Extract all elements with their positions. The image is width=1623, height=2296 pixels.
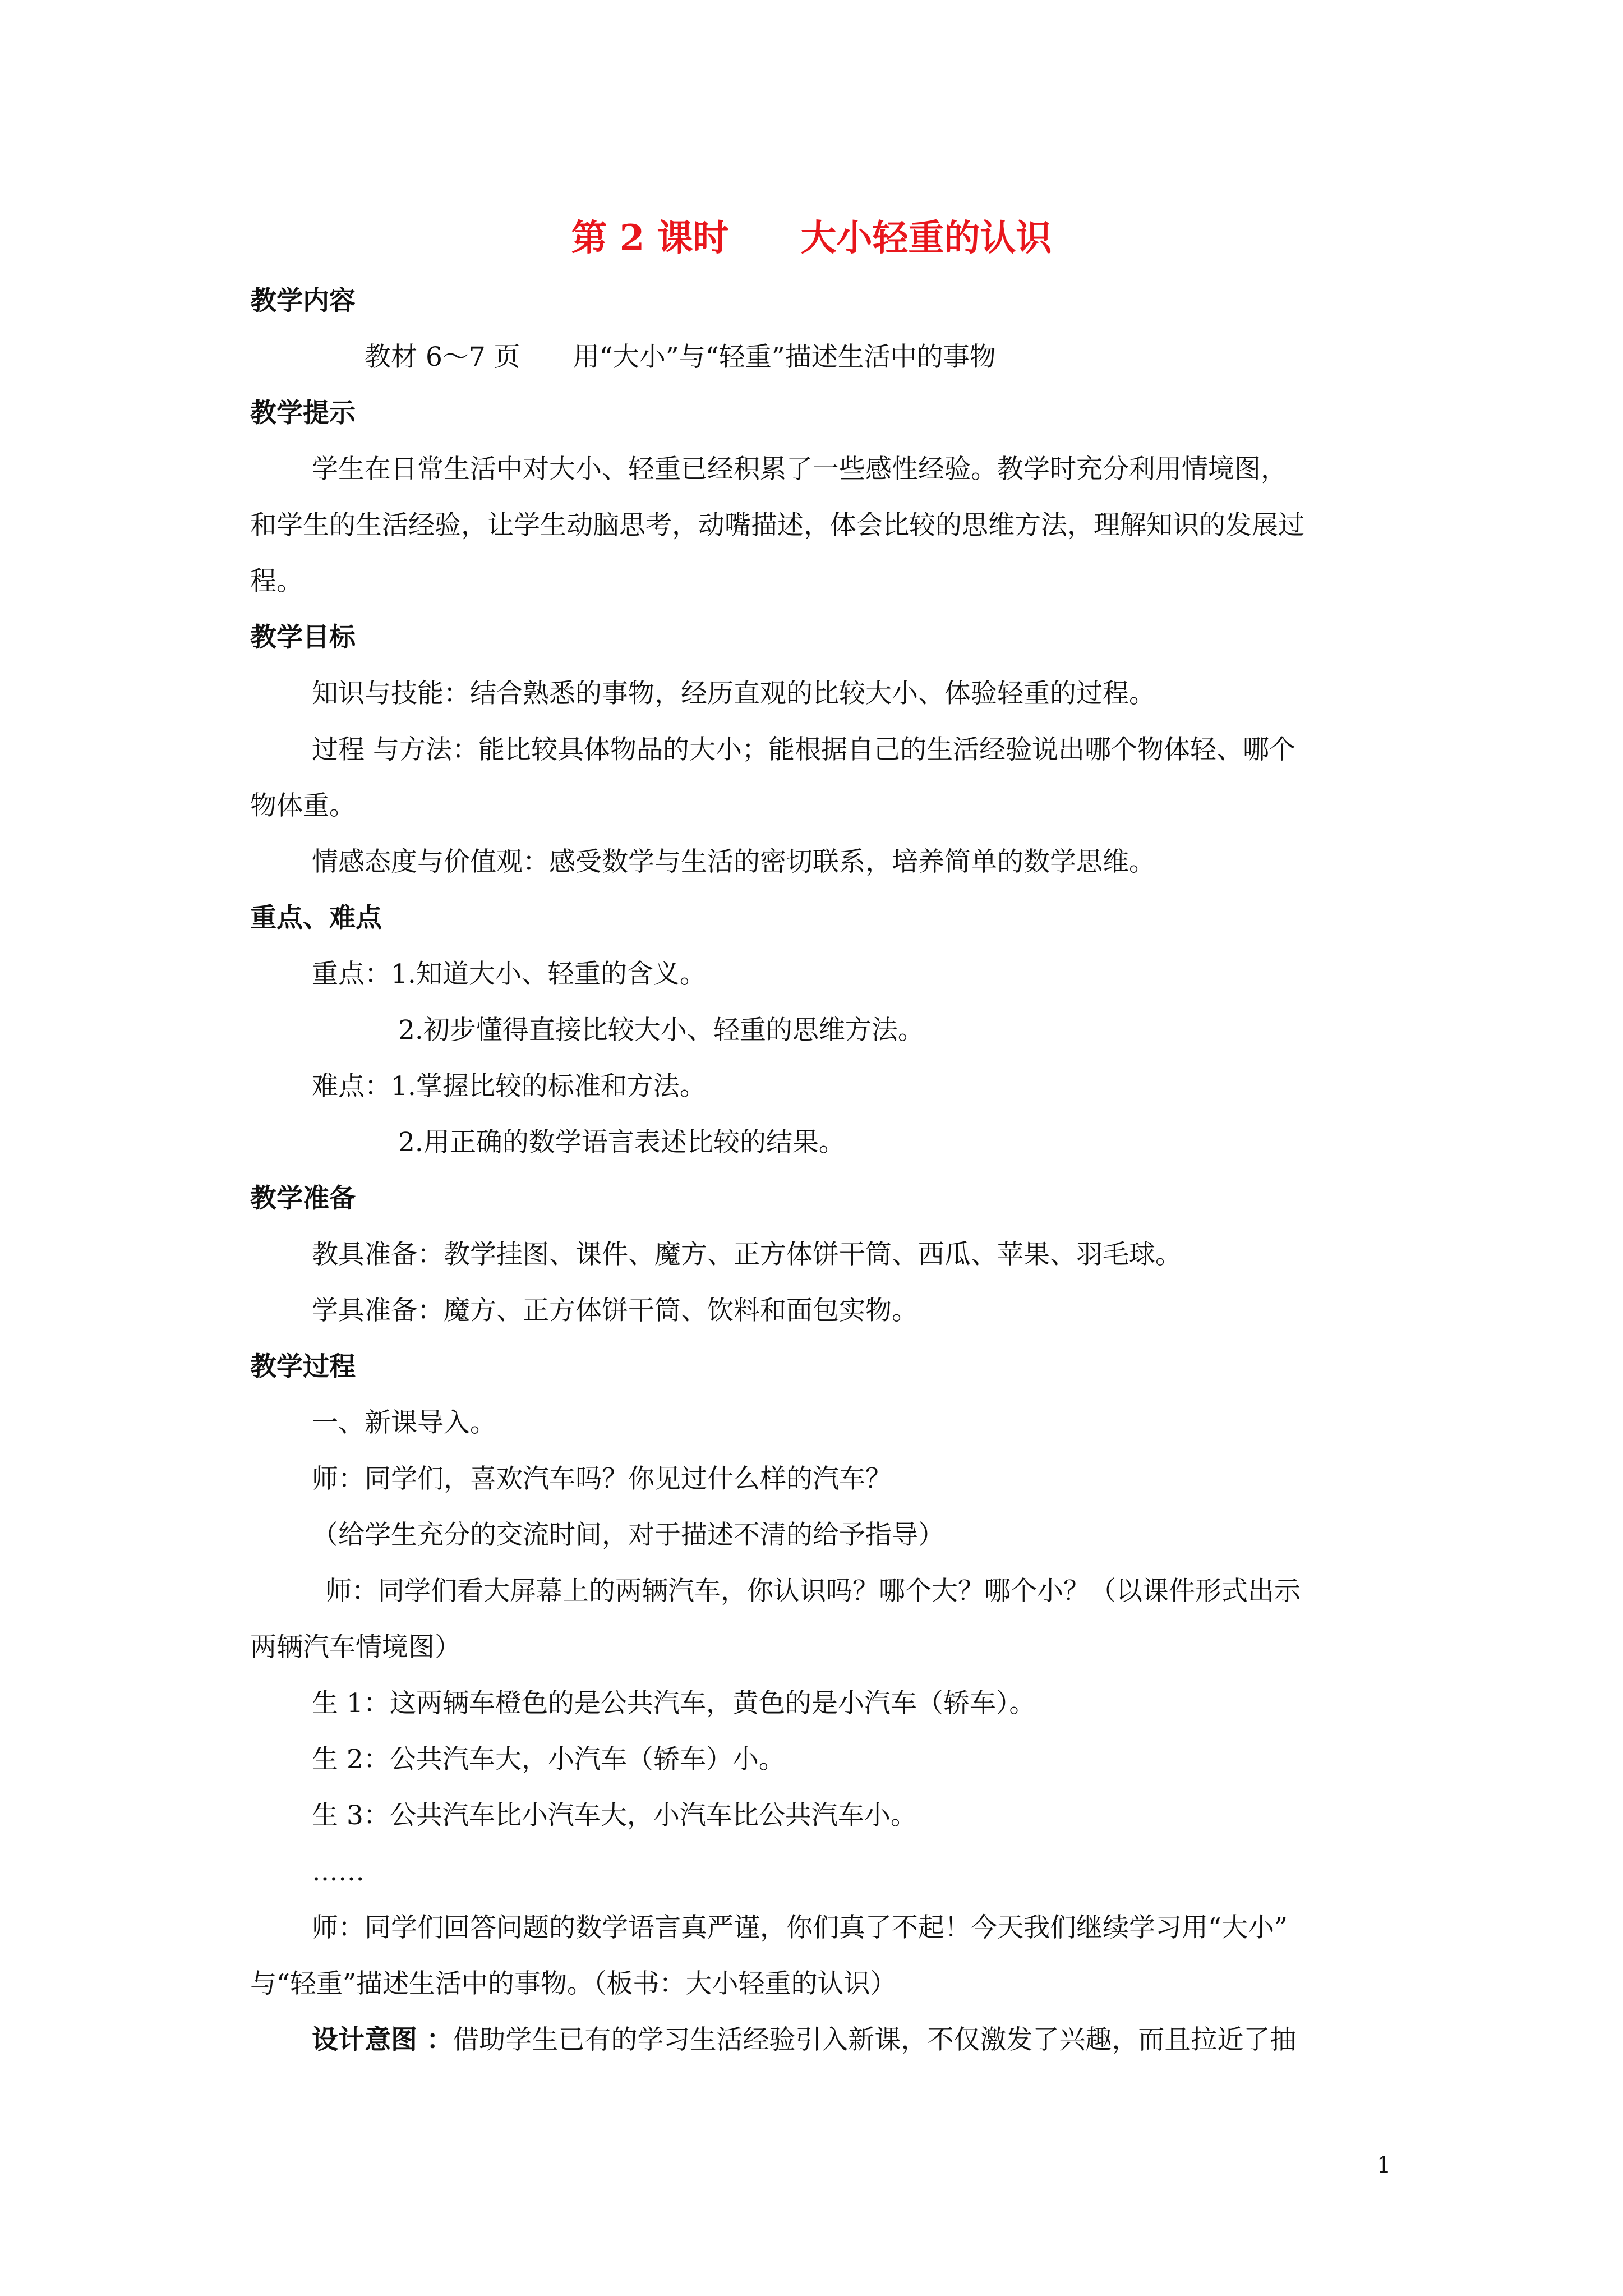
tips-line: 和学生的生活经验，让学生动脑思考，动嘴描述，体会比较的思维方法，理解知识的发展过 <box>250 510 1304 541</box>
section-heading-content: 教学内容 <box>250 286 356 316</box>
goals-line: 知识与技能：结合熟悉的事物，经历直观的比较大小、体验轻重的过程。 <box>312 678 1155 709</box>
page-number: 1 <box>1377 2152 1391 2178</box>
tips-line: 学生在日常生活中对大小、轻重已经积累了一些感性经验。教学时充分利用情境图， <box>312 454 1287 485</box>
goals-line: 过程 与方法：能比较具体物品的大小；能根据自己的生活经验说出哪个物体轻、哪个 <box>312 734 1295 765</box>
process-line: …… <box>312 1856 365 1887</box>
process-line: 生 3：公共汽车比小汽车大，小汽车比公共汽车小。 <box>312 1800 917 1831</box>
design-intent-line <box>312 2021 1296 2060</box>
design-intent-label: 设计意图 ： <box>312 2024 453 2055</box>
process-line: 师：同学们看大屏幕上的两辆汽车，你认识吗？哪个大？哪个小？（以课件形式出示 <box>325 1576 1301 1607</box>
content-line: 教材 6～7 页 用“大小”与“轻重”描述生活中的事物 <box>365 342 996 372</box>
section-heading-prep: 教学准备 <box>250 1183 356 1214</box>
goals-line: 物体重。 <box>250 790 356 821</box>
keypoints-line: 2.初步懂得直接比较大小、轻重的思维方法。 <box>398 1015 924 1046</box>
section-heading-tips: 教学提示 <box>250 398 356 429</box>
section-heading-keypoints: 重点、难点 <box>250 903 382 933</box>
process-line: 师：同学们回答问题的数学语言真严谨，你们真了不起！今天我们继续学习用“大小” <box>312 1912 1288 1943</box>
process-line: 师：同学们，喜欢汽车吗？你见过什么样的汽车？ <box>312 1464 892 1494</box>
goals-line: 情感态度与价值观：感受数学与生活的密切联系，培养简单的数学思维。 <box>312 846 1155 877</box>
process-line: （给学生充分的交流时间，对于描述不清的给予指导） <box>312 1520 944 1550</box>
process-line: 生 1：这两辆车橙色的是公共汽车，黄色的是小汽车（轿车）。 <box>312 1688 1036 1719</box>
keypoints-line: 2.用正确的数学语言表述比较的结果。 <box>398 1127 845 1158</box>
prep-line: 教具准备：教学挂图、课件、魔方、正方体饼干筒、西瓜、苹果、羽毛球。 <box>312 1239 1182 1270</box>
keypoints-line: 重点：1.知道大小、轻重的含义。 <box>312 959 706 990</box>
process-line: 两辆汽车情境图） <box>250 1632 461 1663</box>
tips-line: 程。 <box>250 566 303 597</box>
process-line: 与“轻重”描述生活中的事物。（板书：大小轻重的认识） <box>250 1968 897 1999</box>
keypoints-line: 难点：1.掌握比较的标准和方法。 <box>312 1071 706 1102</box>
page-title: 第 2 课时 大小轻重的认识 <box>571 217 1052 259</box>
process-line: 生 2：公共汽车大，小汽车（轿车）小。 <box>312 1744 785 1775</box>
section-heading-goals: 教学目标 <box>250 622 356 653</box>
section-heading-process: 教学过程 <box>250 1351 356 1382</box>
process-line: 一、新课导入。 <box>312 1407 496 1438</box>
design-intent-text: 借助学生已有的学习生活经验引入新课，不仅激发了兴趣，而且拉近了抽 <box>453 2024 1297 2055</box>
prep-line: 学具准备：魔方、正方体饼干筒、饮料和面包实物。 <box>312 1295 918 1326</box>
